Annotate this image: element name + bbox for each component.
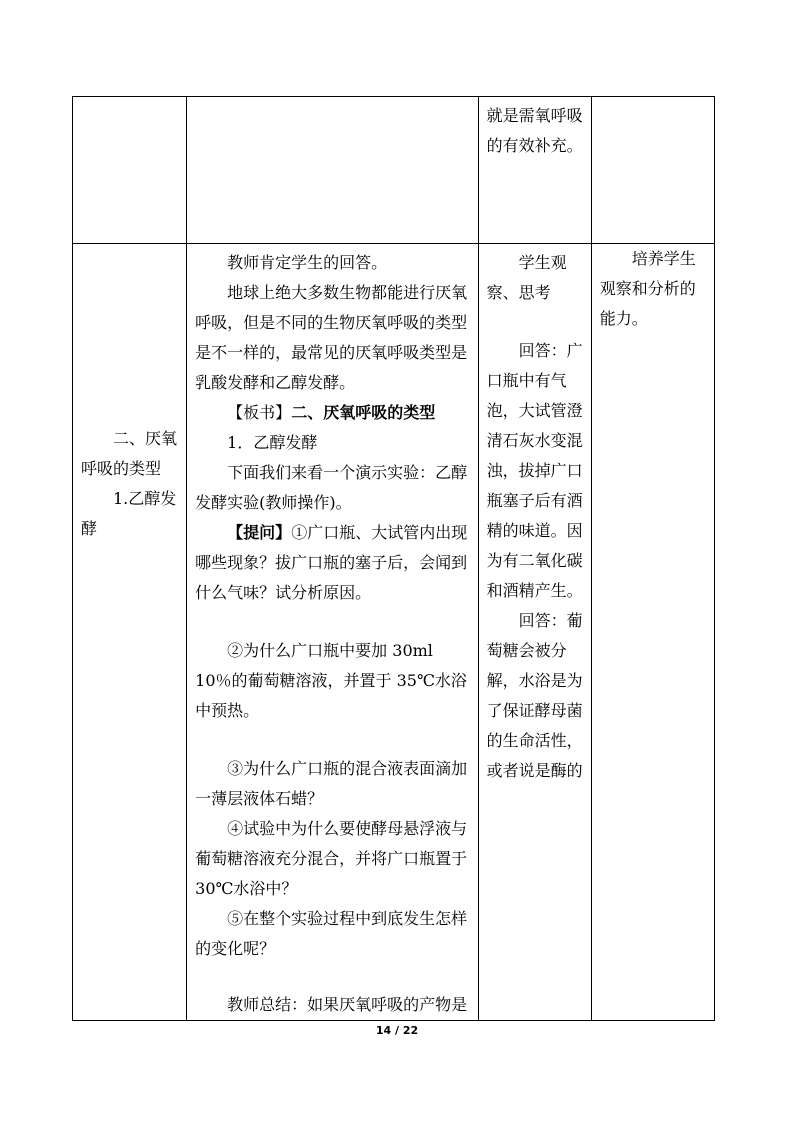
teacher-paragraph-3: 下面我们来看一个演示实验：乙醇发酵实验(教师操作)。 xyxy=(195,463,468,512)
teacher-activity-cell xyxy=(187,244,478,1021)
table-row xyxy=(73,97,715,244)
lesson-plan-table xyxy=(72,96,715,1021)
top-cell-3-line-1: 就是需氧呼吸 xyxy=(486,106,583,125)
top-cell-1 xyxy=(73,97,187,244)
question-1-text: ①广口瓶、大试管内出现哪些现象？拔广口瓶的塞子后，会闻到什么气味？试分析原因。 xyxy=(195,523,468,602)
top-cell-4 xyxy=(591,97,714,244)
teacher-summary: 教师总结：如果厌氧呼吸的产物是 xyxy=(227,995,468,1014)
page-number: 14 / 22 xyxy=(375,1024,419,1037)
board-text: 二、厌氧呼吸的类型 xyxy=(291,403,436,422)
teacher-paragraph-2: 地球上绝大多数生物都能进行厌氧呼吸，但是不同的生物厌氧呼吸的类型是不一样的，最常见的厌氧呼吸类型是乳酸发酵和乙醇发酵。 xyxy=(195,283,468,392)
top-cell-2 xyxy=(187,97,478,244)
question-3: ③为什么广口瓶的混合液表面滴加一薄层液体石蜡？ xyxy=(195,759,468,808)
question-5: ⑤在整个实验过程中到底发生怎样的变化呢？ xyxy=(195,909,468,958)
section-title-line-1: 二、厌氧 xyxy=(113,429,178,448)
top-cell-3-line-2: 的有效补充。 xyxy=(486,136,583,155)
table-row xyxy=(73,244,715,1021)
board-heading xyxy=(195,398,469,428)
student-answer-2: 回答：葡萄糖会被分解，水浴是为了保证酵母菌的生命活性，或者说是酶的 xyxy=(486,611,583,780)
question-2: ②为什么广口瓶中要加 30ml 10％的葡萄糖溶液，并置于 35℃水浴中预热。 xyxy=(195,641,467,720)
student-activity-cell xyxy=(478,244,591,1021)
question-1 xyxy=(195,518,469,608)
ask-tag: 【提问】 xyxy=(227,523,292,542)
section-title-line-4: 酵 xyxy=(81,519,98,538)
section-title-line-3: 1.乙醇发 xyxy=(113,489,177,508)
teacher-paragraph-1: 教师肯定学生的回答。 xyxy=(227,253,388,272)
student-answer-1: 回答：广口瓶中有气泡，大试管澄清石灰水变混浊，拔掉广口瓶塞子后有酒精的味道。因为有二氧化碳和酒精产生。 xyxy=(486,341,583,600)
board-tag: 【板书】 xyxy=(227,403,292,422)
top-cell-3 xyxy=(478,97,591,244)
student-observe: 学生观察、思考 xyxy=(486,253,567,302)
question-4: ④试验中为什么要使酵母悬浮液与葡萄糖溶液充分混合，并将广口瓶置于 30℃水浴中？ xyxy=(195,819,468,898)
design-purpose-cell xyxy=(591,244,714,1021)
section-title-cell xyxy=(73,244,187,1021)
section-title-line-2: 呼吸的类型 xyxy=(81,459,162,478)
subheading-ethanol: 1．乙醇发酵 xyxy=(227,433,318,452)
design-purpose-text: 培养学生观察和分析的能力。 xyxy=(599,249,696,328)
